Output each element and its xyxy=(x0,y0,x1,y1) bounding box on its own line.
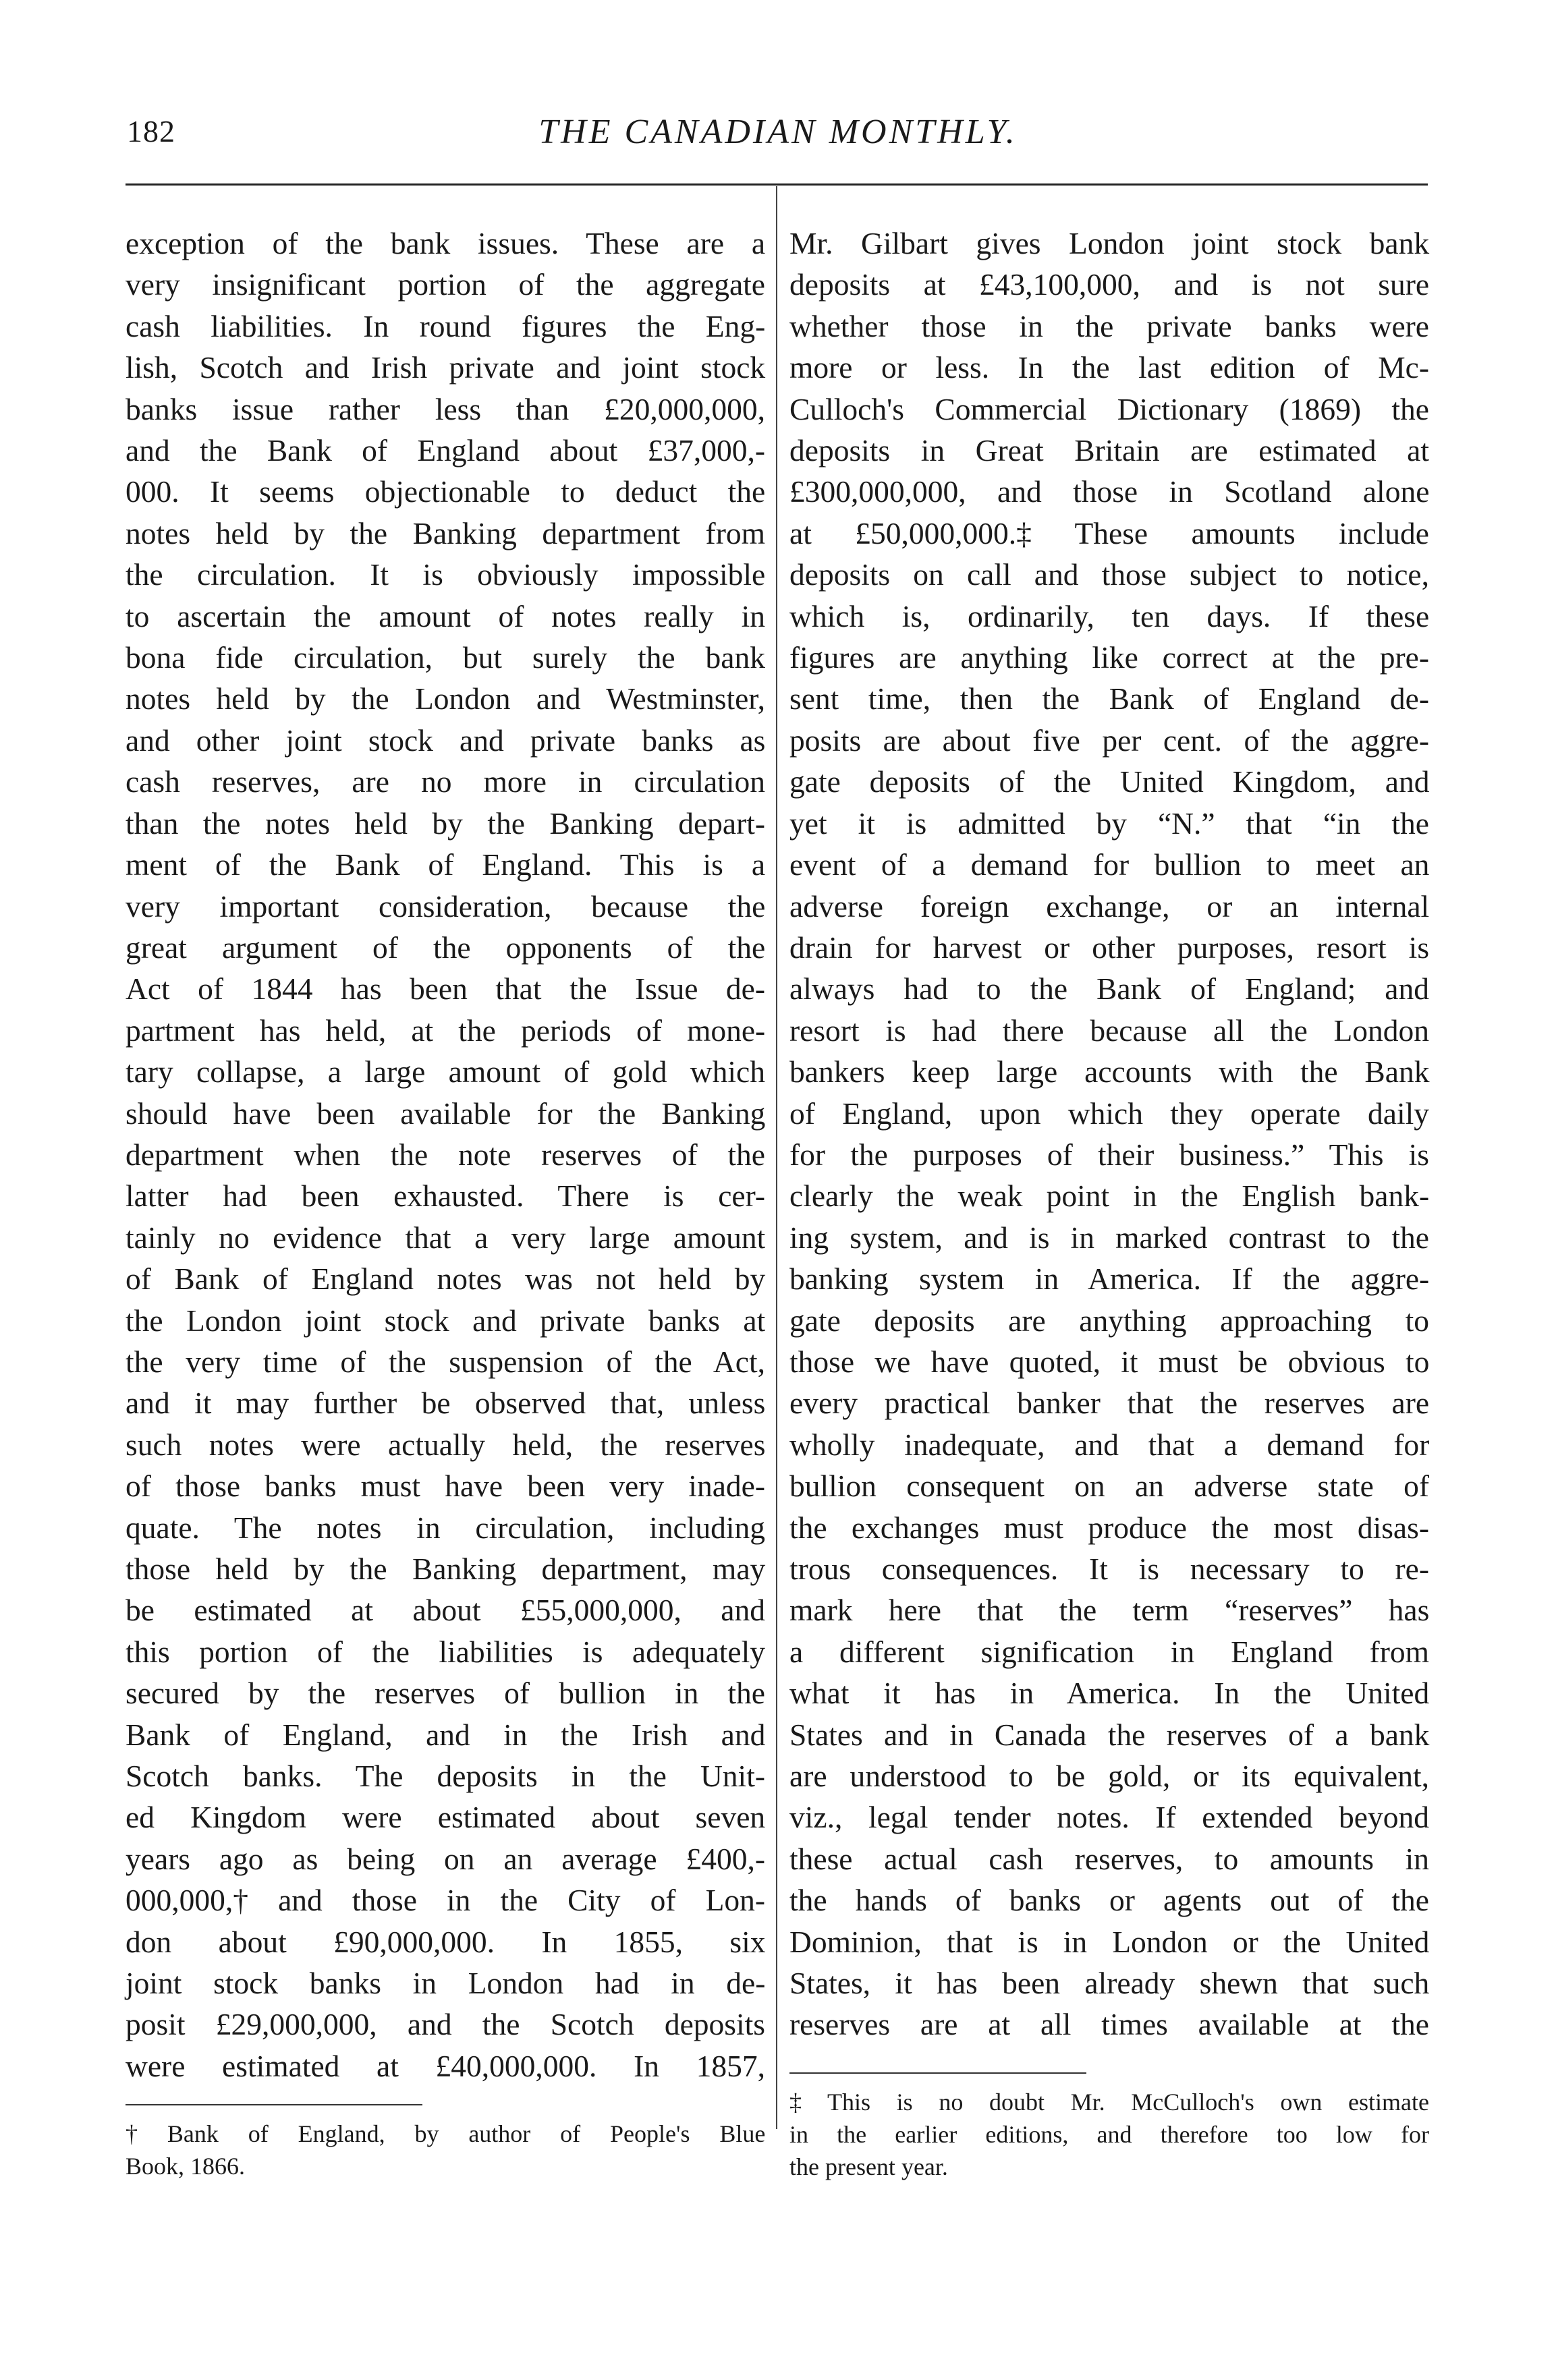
text-line: Culloch's Commercial Dictionary (1869) the xyxy=(789,391,1429,426)
text-line: notes held by the London and Westminster, xyxy=(126,681,766,716)
footnote xyxy=(126,2118,765,2182)
text-line: 000. It seems objectionable to deduct the xyxy=(126,474,766,509)
text-line: gate deposits of the United Kingdom, and xyxy=(789,764,1430,799)
text-line: ing system, and is in marked contrast to the xyxy=(789,1220,1429,1255)
text-line: those held by the Banking department, may xyxy=(126,1552,766,1586)
text-line: partment has held, at the periods of mone- xyxy=(126,1013,766,1048)
text-line: a different signification in England from xyxy=(789,1634,1429,1669)
right-column xyxy=(789,223,1429,2183)
text-line: posits are about five per cent. of the aggre- xyxy=(789,722,1429,758)
text-line: of England, upon which they operate daily xyxy=(789,1096,1429,1131)
text-line: bullion consequent on an adverse state of xyxy=(789,1469,1429,1504)
text-line: States and in Canada the reserves of a bank xyxy=(789,1717,1430,1752)
text-line: clearly the weak point in the English bank- xyxy=(789,1179,1430,1214)
header-rule xyxy=(126,183,1428,186)
text-line: latter had been exhausted. There is cer- xyxy=(126,1179,766,1214)
text-line: tainly no evidence that a very large amount xyxy=(126,1220,766,1255)
text-line: which is, ordinarily, ten days. If these xyxy=(789,598,1430,633)
text-line: Bank of England, and in the Irish and xyxy=(126,1717,766,1752)
footnote-line: in the earlier editions, and therefore too low for xyxy=(789,2120,1429,2148)
text-line: reserves are at all times available at the xyxy=(789,2007,1429,2042)
text-line: the very time of the suspension of the Act, xyxy=(126,1344,765,1379)
footnote-rule xyxy=(789,2072,1086,2074)
text-line: secured by the reserves of bullion in the xyxy=(126,1676,765,1711)
text-line: joint stock banks in London had in de- xyxy=(126,1966,766,2001)
text-line: those we have quoted, it must be obvious to xyxy=(789,1344,1430,1379)
text-line: great argument of the opponents of the xyxy=(126,930,766,965)
left-column xyxy=(126,223,765,2182)
text-line: mark here that the term “reserves” has xyxy=(789,1593,1430,1628)
text-line: deposits in Great Britain are estimated at xyxy=(789,433,1429,468)
text-line: drain for harvest or other purposes, resort is xyxy=(789,930,1430,965)
text-line: and the Bank of England about £37,000,- xyxy=(126,433,765,468)
text-line: years ago as being on an average £400,- xyxy=(126,1841,765,1876)
text-line: at £50,000,000.‡ These amounts include xyxy=(789,515,1429,550)
text-line: viz., legal tender notes. If extended beyond xyxy=(789,1800,1429,1835)
text-line: very insignificant portion of the aggregate xyxy=(126,267,765,302)
footnote-line: ‡ This is no doubt Mr. McCulloch's own estimate xyxy=(789,2088,1429,2116)
text-line: gate deposits are anything approaching to xyxy=(789,1303,1429,1338)
text-line: to ascertain the amount of notes really in xyxy=(126,598,765,633)
running-title: THE CANADIAN MONTHLY. xyxy=(538,113,1018,151)
right-column-body xyxy=(789,223,1429,2045)
text-line: these actual cash reserves, to amounts in xyxy=(789,1841,1429,1876)
text-line: figures are anything like correct at the pre- xyxy=(789,640,1429,675)
text-line: banking system in America. If the aggre- xyxy=(789,1262,1430,1297)
text-line: and other joint stock and private banks as xyxy=(126,722,766,758)
text-line: adverse foreign exchange, or an internal xyxy=(789,888,1430,924)
text-line: should have been available for the Banking xyxy=(126,1096,766,1131)
page-number: 182 xyxy=(127,114,175,148)
text-line: event of a demand for bullion to meet an xyxy=(789,847,1430,882)
text-line: cash liabilities. In round figures the Eng- xyxy=(126,308,766,343)
text-line: yet it is admitted by “N.” that “in the xyxy=(789,805,1429,841)
text-line: Dominion, that is in London or the United xyxy=(789,1924,1430,1959)
text-line: more or less. In the last edition of Mc- xyxy=(789,350,1429,385)
text-line: the exchanges must produce the most disas- xyxy=(789,1510,1429,1545)
text-line: posit £29,000,000, and the Scotch deposits xyxy=(126,2007,765,2042)
footnote xyxy=(789,2086,1429,2183)
text-line: cash reserves, are no more in circulation xyxy=(126,764,765,799)
text-line: ed Kingdom were estimated about seven xyxy=(126,1800,766,1835)
text-line: don about £90,000,000. In 1855, six xyxy=(126,1924,766,1959)
footnote-line: the present year. xyxy=(789,2153,948,2180)
text-line: be estimated at about £55,000,000, and xyxy=(126,1593,765,1628)
text-line: are understood to be gold, or its equivalent, xyxy=(789,1759,1429,1794)
text-line: tary collapse, a large amount of gold which xyxy=(126,1054,765,1089)
text-line: banks issue rather less than £20,000,000, xyxy=(126,391,765,426)
text-line: this portion of the liabilities is adequately xyxy=(126,1634,765,1669)
text-line: sent time, then the Bank of England de- xyxy=(789,681,1429,716)
text-line: States, it has been already shewn that such xyxy=(789,1966,1430,2001)
text-line: lish, Scotch and Irish private and joint stock xyxy=(126,350,766,385)
text-line: deposits at £43,100,000, and is not sure xyxy=(789,267,1430,302)
text-line: trous consequences. It is necessary to re- xyxy=(789,1552,1429,1586)
text-line: Mr. Gilbart gives London joint stock bank xyxy=(789,226,1430,260)
text-line: 000,000,† and those in the City of Lon- xyxy=(126,1883,766,1918)
footnote-rule xyxy=(126,2104,422,2105)
text-line: quate. The notes in circulation, including xyxy=(126,1510,765,1545)
text-line: £300,000,000, and those in Scotland alone xyxy=(789,474,1430,509)
text-line: what it has in America. In the United xyxy=(789,1676,1430,1711)
column-divider xyxy=(776,186,777,2129)
text-line: notes held by the Banking department from xyxy=(126,515,766,550)
text-line: resort is had there because all the London xyxy=(789,1013,1429,1048)
text-line: Scotch banks. The deposits in the Unit- xyxy=(126,1759,765,1794)
text-line: whether those in the private banks were xyxy=(789,308,1429,343)
text-line: and it may further be observed that, unless xyxy=(126,1386,766,1421)
text-line: very important consideration, because the xyxy=(126,888,766,924)
text-line: were estimated at £40,000,000. In 1857, xyxy=(126,2048,765,2083)
text-line: bona fide circulation, but surely the bank xyxy=(126,640,765,675)
text-line: the circulation. It is obviously impossible xyxy=(126,557,766,592)
text-line: than the notes held by the Banking depart- xyxy=(126,805,766,841)
text-line: of Bank of England notes was not held by xyxy=(126,1262,766,1297)
text-line: such notes were actually held, the reserves xyxy=(126,1427,766,1462)
text-line: bankers keep large accounts with the Bank xyxy=(789,1054,1430,1089)
text-line: of those banks must have been very inade- xyxy=(126,1469,765,1504)
text-line: exception of the bank issues. These are a xyxy=(126,226,766,260)
text-line: the London joint stock and private banks at xyxy=(126,1303,766,1338)
text-line: always had to the Bank of England; and xyxy=(789,971,1429,1007)
left-column-body xyxy=(126,223,765,2087)
footnote-line: Book, 1866. xyxy=(126,2153,246,2180)
text-line: Act of 1844 has been that the Issue de- xyxy=(126,971,765,1007)
text-line: ment of the Bank of England. This is a xyxy=(126,847,766,882)
text-line: wholly inadequate, and that a demand for xyxy=(789,1427,1430,1462)
text-line: department when the note reserves of the xyxy=(126,1137,765,1172)
text-line: the hands of banks or agents out of the xyxy=(789,1883,1429,1918)
footnote-line: † Bank of England, by author of People's Blue xyxy=(126,2120,766,2148)
text-line: every practical banker that the reserves are xyxy=(789,1386,1430,1421)
text-line: deposits on call and those subject to notice, xyxy=(789,557,1429,592)
text-line: for the purposes of their business.” This is xyxy=(789,1137,1429,1172)
